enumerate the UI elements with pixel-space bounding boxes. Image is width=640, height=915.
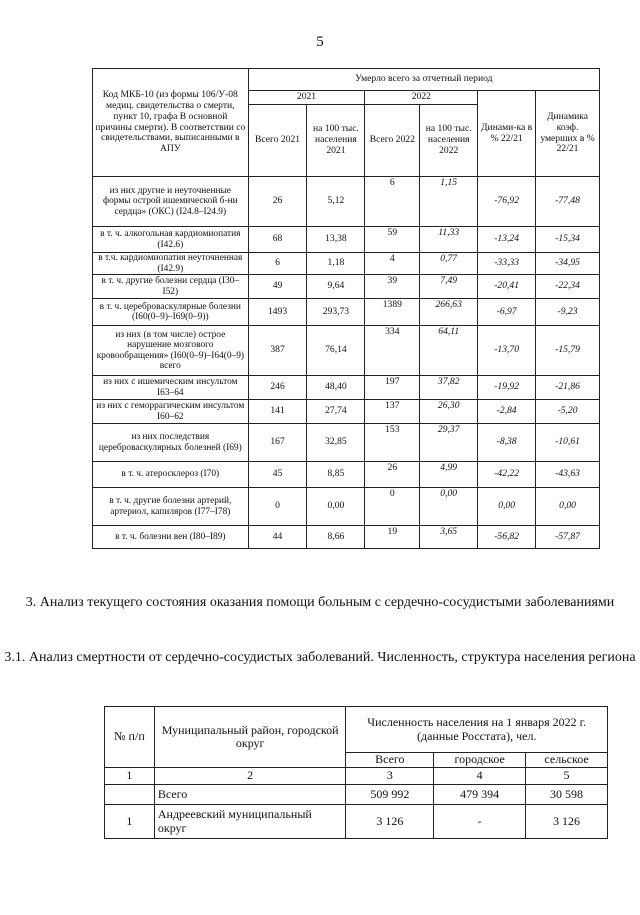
dynamics-coef-percent: -10,61 (536, 424, 600, 462)
rate-per100k-2021: 9,64 (307, 275, 365, 299)
dynamics-percent: -13,24 (478, 227, 536, 253)
index-cell: 1 (105, 768, 155, 785)
dynamics-percent: -76,92 (478, 177, 536, 227)
deaths-total-2021: 246 (248, 376, 307, 400)
rate-per100k-2021: 0,00 (307, 488, 365, 526)
table-row (93, 326, 600, 376)
dynamics-coef-percent: -15,79 (536, 326, 600, 376)
header-per100k-2022: на 100 тыс. населения 2022 (420, 105, 478, 177)
deaths-total-2022: 153 (365, 424, 420, 462)
row-label: в т. ч. цереброваскулярные болезни (I60(0–9)–I69(0–9)) (93, 299, 249, 326)
row-label: из них (в том числе) острое нарушение мозгового кровообращения» (I60(0–9)–I64(0–9) всего (93, 326, 249, 376)
row-label: из них с геморрагическим инсультом I60–62 (93, 400, 249, 424)
rate-per100k-2021: 13,38 (307, 227, 365, 253)
header-per100k-2021: на 100 тыс. населения 2021 (307, 105, 365, 177)
dynamics-percent: -33,33 (478, 253, 536, 275)
deaths-total-2022: 334 (365, 326, 420, 376)
deaths-total-2022: 39 (365, 275, 420, 299)
rate-per100k-2021: 1,18 (307, 253, 365, 275)
index-cell: 2 (154, 768, 346, 785)
rate-per100k-2022: 1,15 (420, 177, 478, 227)
population-rural: 30 598 (526, 785, 608, 805)
deaths-total-2021: 68 (248, 227, 307, 253)
row-label: в т. ч. другие болезни артерий, артериол, капиляров (I77–I78) (93, 488, 249, 526)
rate-per100k-2021: 32,85 (307, 424, 365, 462)
rate-per100k-2021: 76,14 (307, 326, 365, 376)
rate-per100k-2021: 293,73 (307, 299, 365, 326)
deaths-total-2021: 167 (248, 424, 307, 462)
dynamics-percent: -2,84 (478, 400, 536, 424)
table-row (105, 805, 608, 839)
deaths-total-2022: 137 (365, 400, 420, 424)
deaths-total-2021: 387 (248, 326, 307, 376)
population-rural: 3 126 (526, 805, 608, 839)
header-dynamics: Динами-ка в % 22/21 (478, 91, 536, 177)
dynamics-percent: -42,22 (478, 462, 536, 488)
rate-per100k-2021: 8,66 (307, 526, 365, 549)
deaths-total-2021: 26 (248, 177, 307, 227)
district-name: Андреевский муниципальный округ (154, 805, 346, 839)
district-name: Всего (154, 785, 346, 805)
dynamics-coef-percent: -43,63 (536, 462, 600, 488)
dynamics-coef-percent: -15,34 (536, 227, 600, 253)
deaths-total-2021: 0 (248, 488, 307, 526)
deaths-total-2022: 59 (365, 227, 420, 253)
table-row (93, 299, 600, 326)
dynamics-coef-percent: -21,86 (536, 376, 600, 400)
rate-per100k-2022: 4,99 (420, 462, 478, 488)
header-deaths-total: Умерло всего за отчетный период (248, 69, 599, 91)
rate-per100k-2021: 8,85 (307, 462, 365, 488)
index-cell: 4 (434, 768, 526, 785)
table-row (93, 424, 600, 462)
row-number (105, 785, 155, 805)
deaths-total-2021: 44 (248, 526, 307, 549)
dynamics-percent: -56,82 (478, 526, 536, 549)
section-3-1-title: 3.1. Анализ смертности от сердечно-сосудистых заболеваний. Численность, структура населения региона (4, 650, 636, 665)
row-label: в т. ч. болезни вен (I80–I89) (93, 526, 249, 549)
rate-per100k-2021: 48,40 (307, 376, 365, 400)
rate-per100k-2022: 0,77 (420, 253, 478, 275)
header-year-2022: 2022 (365, 91, 478, 105)
deaths-total-2022: 26 (365, 462, 420, 488)
table-row (93, 275, 600, 299)
row-number: 1 (105, 805, 155, 839)
rate-per100k-2022: 37,82 (420, 376, 478, 400)
deaths-total-2021: 141 (248, 400, 307, 424)
dynamics-percent: -13,70 (478, 326, 536, 376)
header-district: Муниципальный район, городской округ (154, 707, 346, 768)
rate-per100k-2022: 64,11 (420, 326, 478, 376)
dynamics-coef-percent: -22,34 (536, 275, 600, 299)
deaths-total-2021: 1493 (248, 299, 307, 326)
rate-per100k-2021: 5,12 (307, 177, 365, 227)
row-label: из них последствия цереброваскулярных болезней (I69) (93, 424, 249, 462)
table-row (93, 400, 600, 424)
population-table (104, 706, 608, 839)
table-row (93, 227, 600, 253)
row-label: в т. ч. алкогольная кардиомиопатия (I42.6) (93, 227, 249, 253)
table-row (93, 526, 600, 549)
rate-per100k-2022: 7,49 (420, 275, 478, 299)
header-population: Численность населения на 1 января 2022 г. (данные Росстата), чел. (346, 707, 608, 753)
rate-per100k-2021: 27,74 (307, 400, 365, 424)
header-population-urban: городское (434, 753, 526, 768)
deaths-total-2022: 1389 (365, 299, 420, 326)
header-total-2022: Всего 2022 (365, 105, 420, 177)
deaths-total-2022: 6 (365, 177, 420, 227)
dynamics-percent: -8,38 (478, 424, 536, 462)
index-cell: 3 (346, 768, 434, 785)
deaths-total-2021: 6 (248, 253, 307, 275)
header-total-2021: Всего 2021 (248, 105, 307, 177)
population-total: 509 992 (346, 785, 434, 805)
row-label: из них другие и неуточненные формы острой ишемической б-ни сердца» (ОКС) (I24.8–I24.9) (93, 177, 249, 227)
dynamics-percent: -19,92 (478, 376, 536, 400)
rate-per100k-2022: 3,65 (420, 526, 478, 549)
table-row (93, 488, 600, 526)
dynamics-coef-percent: -5,20 (536, 400, 600, 424)
page-number: 5 (316, 34, 324, 50)
dynamics-coef-percent: -57,87 (536, 526, 600, 549)
table-row-total (105, 785, 608, 805)
mortality-table (92, 68, 600, 549)
deaths-total-2021: 49 (248, 275, 307, 299)
rate-per100k-2022: 26,30 (420, 400, 478, 424)
deaths-total-2022: 197 (365, 376, 420, 400)
rate-per100k-2022: 0,00 (420, 488, 478, 526)
deaths-total-2021: 45 (248, 462, 307, 488)
row-label: в т. ч. другие болезни сердца (I30–I52) (93, 275, 249, 299)
population-urban: 479 394 (434, 785, 526, 805)
row-label: в т.ч. кардиомиопатия неуточненная (I42.9) (93, 253, 249, 275)
index-cell: 5 (526, 768, 608, 785)
population-total: 3 126 (346, 805, 434, 839)
deaths-total-2022: 4 (365, 253, 420, 275)
rate-per100k-2022: 11,33 (420, 227, 478, 253)
rate-per100k-2022: 266,63 (420, 299, 478, 326)
rate-per100k-2022: 29,37 (420, 424, 478, 462)
population-urban: - (434, 805, 526, 839)
dynamics-percent: -20,41 (478, 275, 536, 299)
table-row (93, 376, 600, 400)
row-label: из них с ишемическим инсультом I63–64 (93, 376, 249, 400)
row-label: в т. ч. атеросклероз (I70) (93, 462, 249, 488)
header-year-2021: 2021 (248, 91, 365, 105)
header-population-rural: сельское (526, 753, 608, 768)
header-population-total: Всего (346, 753, 434, 768)
dynamics-coef-percent: -9,23 (536, 299, 600, 326)
table-row (93, 253, 600, 275)
dynamics-percent: 0,00 (478, 488, 536, 526)
section-3-title: 3. Анализ текущего состояния оказания помощи больным с сердечно-сосудистыми заболеваниями (25, 595, 615, 610)
deaths-total-2022: 0 (365, 488, 420, 526)
dynamics-coef-percent: 0,00 (536, 488, 600, 526)
dynamics-percent: -6,97 (478, 299, 536, 326)
deaths-total-2022: 19 (365, 526, 420, 549)
dynamics-coef-percent: -77,48 (536, 177, 600, 227)
dynamics-coef-percent: -34,95 (536, 253, 600, 275)
table-row (93, 462, 600, 488)
header-icd-code: Код МКБ-10 (из формы 106/У-08 медиц. свидетельства о смерти, пункт 10, графа В основной причины смерти). В соответствии со свидетельствами, выписанными в АПУ (93, 69, 249, 177)
header-dynamics-coef: Динамика коэф. умерших в % 22/21 (536, 91, 600, 177)
table-row (93, 177, 600, 227)
header-row-number: № п/п (105, 707, 155, 768)
